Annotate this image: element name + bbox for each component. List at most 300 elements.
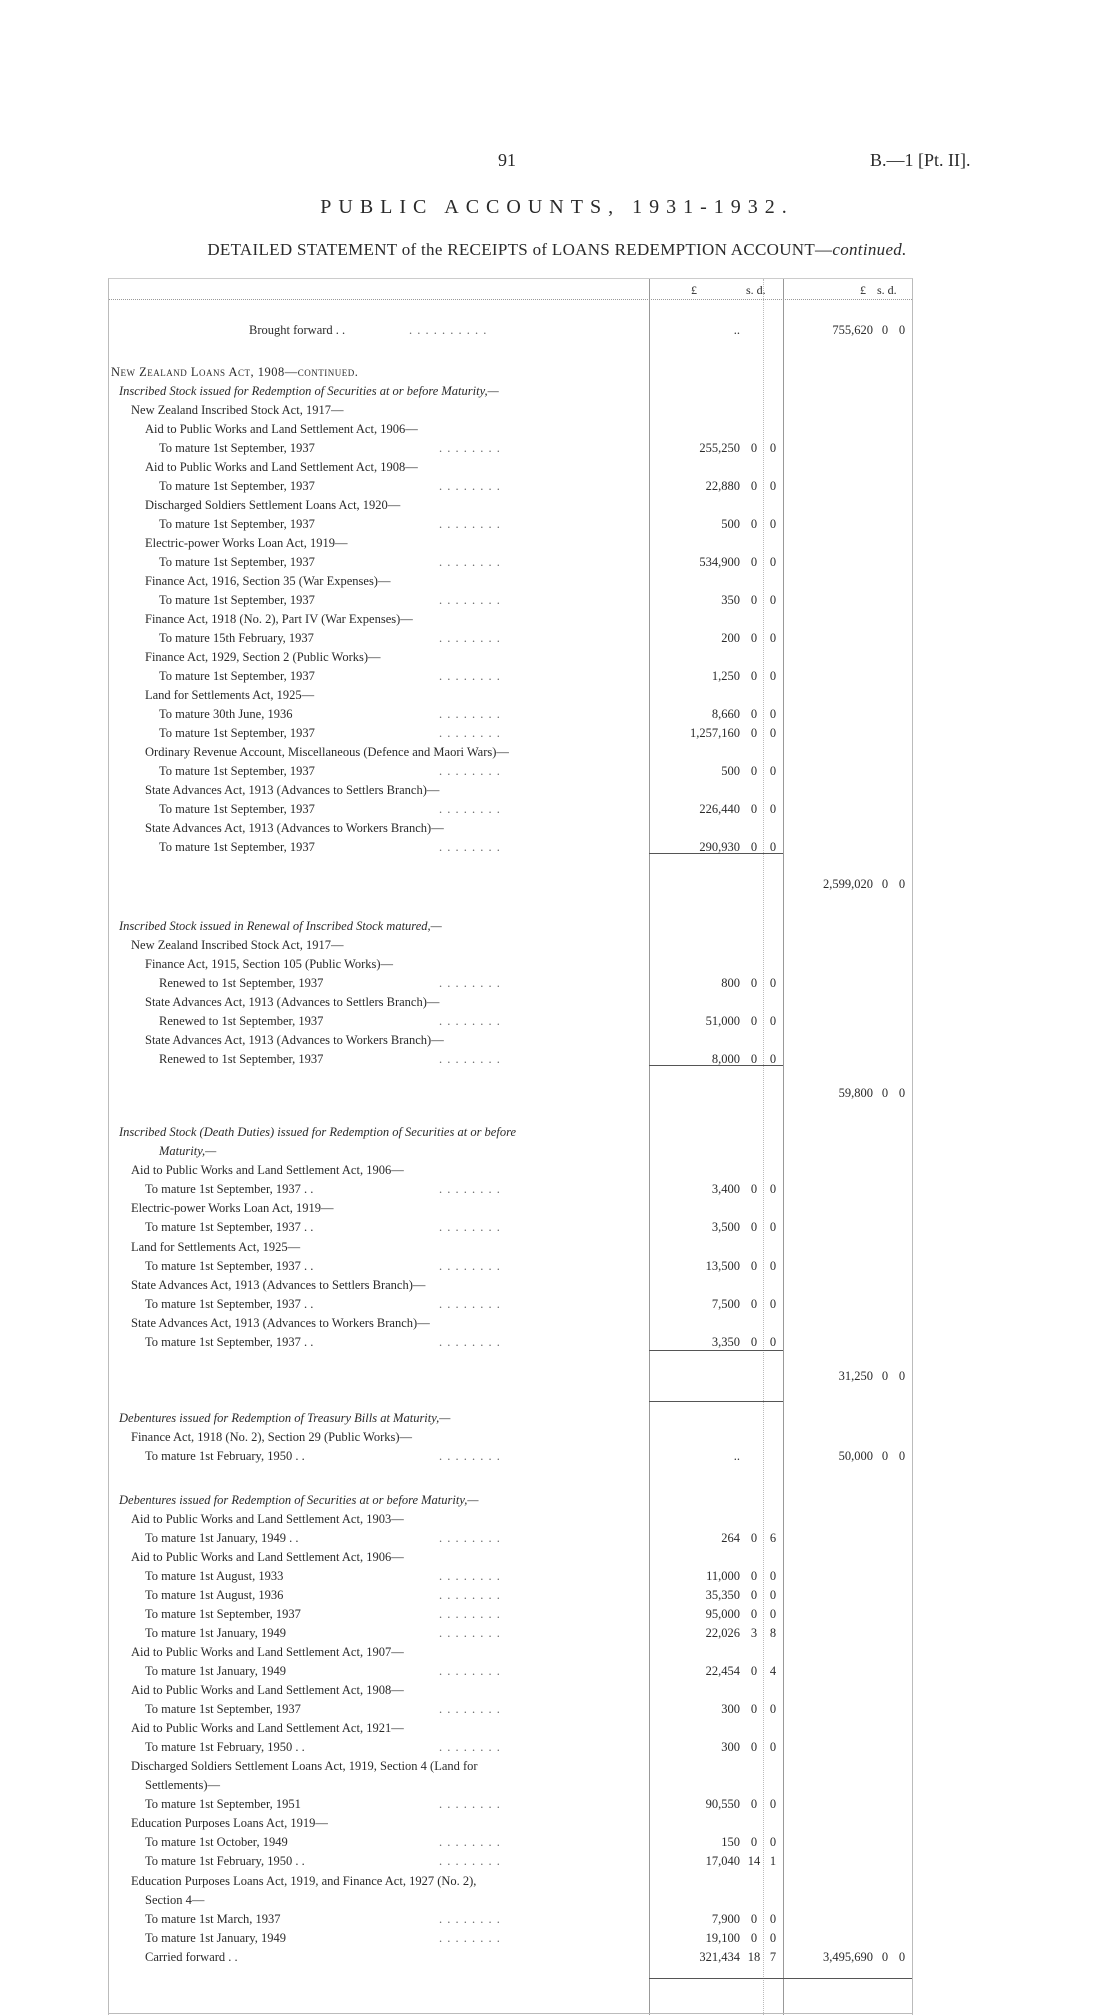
item-shillings: 0: [750, 669, 758, 683]
total-shillings: 0: [881, 1950, 889, 1964]
subtotal-rule: [649, 1065, 783, 1066]
leader-dots: . . . . . . . .: [439, 764, 501, 778]
item-pounds: ..: [733, 1449, 740, 1463]
ledger-row: [109, 1430, 912, 1445]
item-pence: 8: [769, 1626, 777, 1640]
item-pounds: 150: [721, 1835, 740, 1849]
item-pence: 0: [769, 1052, 777, 1066]
total-pence: 0: [898, 1950, 906, 1964]
ledger-row: [109, 1569, 912, 1584]
row-description: To mature 1st February, 1950 . .: [145, 1740, 305, 1754]
row-description: Education Purposes Loans Act, 1919, and Finance Act, 1927 (No. 2),: [131, 1874, 477, 1888]
row-description: To mature 1st August, 1936: [145, 1588, 284, 1602]
item-shillings: 0: [750, 1607, 758, 1621]
row-description: To mature 30th June, 1936: [159, 707, 293, 721]
item-shillings: 0: [750, 1014, 758, 1028]
item-pounds: 35,350: [705, 1588, 740, 1602]
leader-dots: . . . . . . . .: [439, 669, 501, 683]
leader-dots: . . . . . . . .: [439, 555, 501, 569]
row-description: Aid to Public Works and Land Settlement Act, 1921—: [131, 1721, 404, 1735]
ledger-row: [109, 479, 912, 494]
ledger-row: [109, 1816, 912, 1831]
row-description: State Advances Act, 1913 (Advances to Workers Branch)—: [131, 1316, 430, 1330]
item-shillings: 0: [750, 479, 758, 493]
total-pence: 0: [898, 323, 906, 337]
item-pounds: 1,250: [711, 669, 740, 683]
ledger-row: [109, 441, 912, 456]
total-pounds: 31,250: [838, 1369, 873, 1383]
ledger-row: [109, 938, 912, 953]
ledger-row: [109, 631, 912, 646]
ledger-row: [109, 1512, 912, 1527]
ledger-row: [109, 1033, 912, 1048]
item-shillings: 0: [750, 1912, 758, 1926]
total-pence: 0: [898, 1086, 906, 1100]
row-description: Discharged Soldiers Settlement Loans Act, 1920—: [145, 498, 401, 512]
ledger-row: [109, 1201, 912, 1216]
ledger-row: [109, 1683, 912, 1698]
row-description: Maturity,—: [159, 1144, 217, 1158]
item-pence: 4: [769, 1664, 777, 1678]
row-description: To mature 1st September, 1937: [159, 840, 315, 854]
item-pounds: 7,500: [711, 1297, 740, 1311]
item-shillings: 0: [750, 1052, 758, 1066]
row-description: Aid to Public Works and Land Settlement Act, 1906—: [131, 1550, 404, 1564]
total-shillings: 0: [881, 323, 889, 337]
row-description: Inscribed Stock issued for Redemption of Securities at or before Maturity,—: [119, 384, 499, 398]
item-pence: 0: [769, 802, 777, 816]
item-pounds: 17,040: [705, 1854, 740, 1868]
item-pence: 0: [769, 555, 777, 569]
leader-dots: . . . . . . . .: [439, 1740, 501, 1754]
item-pence: 0: [769, 441, 777, 455]
ledger-row: [109, 1931, 912, 1946]
item-pence: 0: [769, 1797, 777, 1811]
item-pence: 0: [769, 1259, 777, 1273]
leader-dots: . . . . . . . .: [439, 517, 501, 531]
leader-dots: . . . . . . . .: [439, 1182, 501, 1196]
row-description: To mature 1st January, 1949 . .: [145, 1531, 299, 1545]
ledger-row: [109, 1645, 912, 1660]
leader-dots: . . . . . . . .: [439, 1854, 501, 1868]
leader-dots: . . . . . . . .: [439, 1931, 501, 1945]
row-description: To mature 1st September, 1937: [159, 517, 315, 531]
row-description: Aid to Public Works and Land Settlement Act, 1906—: [145, 422, 418, 436]
ledger-bottom-rule: [109, 2013, 912, 2014]
total-pounds: 755,620: [832, 323, 873, 337]
ledger-row: [109, 995, 912, 1010]
col1-pounds-header: £: [691, 283, 697, 297]
item-pence: 0: [769, 593, 777, 607]
leader-dots: . . . . . . . .: [439, 1797, 501, 1811]
row-description: To mature 1st October, 1949: [145, 1835, 288, 1849]
leader-dots: . . . . . . . .: [439, 593, 501, 607]
ledger-row: [109, 1240, 912, 1255]
row-description: Inscribed Stock (Death Duties) issued for Redemption of Securities at or before: [119, 1125, 517, 1139]
row-description: To mature 1st January, 1949: [145, 1664, 286, 1678]
row-description: To mature 1st February, 1950 . .: [145, 1854, 305, 1868]
row-description: Renewed to 1st September, 1937: [159, 976, 324, 990]
item-shillings: 0: [750, 631, 758, 645]
total-pounds: 50,000: [838, 1449, 873, 1463]
item-pence: 0: [769, 479, 777, 493]
ledger-row: [109, 707, 912, 722]
leader-dots: . . . . . . . .: [439, 1588, 501, 1602]
leader-dots: . . . . . . . .: [439, 1052, 501, 1066]
row-description: Electric-power Works Loan Act, 1919—: [145, 536, 348, 550]
ledger-row: [109, 384, 912, 399]
row-description: Inscribed Stock issued in Renewal of Inscribed Stock matured,—: [119, 919, 442, 933]
ledger-row: [109, 1778, 912, 1793]
item-pounds: 534,900: [699, 555, 740, 569]
ledger-row: [109, 1550, 912, 1565]
row-description: Finance Act, 1929, Section 2 (Public Works)—: [145, 650, 381, 664]
ledger-row: [109, 688, 912, 703]
ledger-row: [109, 1369, 912, 1384]
ledger-row: [109, 1493, 912, 1508]
row-description: Aid to Public Works and Land Settlement Act, 1908—: [145, 460, 418, 474]
row-description: Aid to Public Works and Land Settlement Act, 1907—: [131, 1645, 404, 1659]
item-pence: 0: [769, 1182, 777, 1196]
leader-dots: . . . . . . . .: [439, 1297, 501, 1311]
row-description: Debentures issued for Redemption of Securities at or before Maturity,—: [119, 1493, 479, 1507]
row-description: To mature 1st March, 1937: [145, 1912, 281, 1926]
header-rule: [109, 299, 912, 300]
ledger-row: [109, 1740, 912, 1755]
row-description: To mature 1st September, 1937: [159, 726, 315, 740]
leader-dots: . . . . . . . .: [439, 1569, 501, 1583]
item-shillings: 0: [750, 1297, 758, 1311]
ledger-row: [109, 422, 912, 437]
item-pounds: 3,350: [711, 1335, 740, 1349]
leader-dots: . . . . . . . .: [439, 1014, 501, 1028]
item-pence: 0: [769, 1588, 777, 1602]
item-shillings: 3: [750, 1626, 758, 1640]
row-description: Finance Act, 1918 (No. 2), Section 29 (Public Works)—: [131, 1430, 413, 1444]
leader-dots: . . . . . . . .: [439, 1912, 501, 1926]
ledger-row: [109, 1759, 912, 1774]
item-pounds: 200: [721, 631, 740, 645]
row-description: To mature 1st September, 1937: [145, 1607, 301, 1621]
row-description: State Advances Act, 1913 (Advances to Settlers Branch)—: [131, 1278, 426, 1292]
ledger-row: [109, 1950, 912, 1965]
item-pounds: 11,000: [706, 1569, 740, 1583]
item-shillings: 0: [750, 840, 758, 854]
item-shillings: 0: [750, 1740, 758, 1754]
row-description: To mature 1st January, 1949: [145, 1626, 286, 1640]
total-shillings: 0: [881, 1449, 889, 1463]
ledger-row: [109, 460, 912, 475]
row-description: State Advances Act, 1913 (Advances to Workers Branch)—: [145, 1033, 444, 1047]
item-pounds: 226,440: [699, 802, 740, 816]
item-shillings: 0: [750, 1259, 758, 1273]
row-description: To mature 1st September, 1937: [159, 593, 315, 607]
item-pounds: 22,026: [705, 1626, 740, 1640]
row-description: To mature 1st September, 1937 . .: [145, 1182, 314, 1196]
ledger-row: [109, 1797, 912, 1812]
row-description: To mature 1st February, 1950 . .: [145, 1449, 305, 1463]
total-pence: 0: [898, 1369, 906, 1383]
item-pounds: 90,550: [705, 1797, 740, 1811]
item-shillings: 0: [750, 1588, 758, 1602]
item-pence: 0: [769, 726, 777, 740]
row-description: New Zealand Loans Act, 1908—continued.: [111, 365, 359, 379]
item-shillings: 0: [750, 517, 758, 531]
subtotal-rule: [649, 853, 783, 854]
item-pence: 1: [769, 1854, 777, 1868]
ledger-row: [109, 1912, 912, 1927]
item-shillings: 0: [750, 1797, 758, 1811]
subtotal-rule: [649, 1350, 783, 1351]
item-shillings: 0: [750, 441, 758, 455]
leader-dots: . . . . . . . .: [439, 707, 501, 721]
item-pounds: 3,500: [711, 1220, 740, 1234]
ledger-row: [109, 536, 912, 551]
item-pence: 0: [769, 976, 777, 990]
item-pence: 0: [769, 1220, 777, 1234]
row-description: State Advances Act, 1913 (Advances to Workers Branch)—: [145, 821, 444, 835]
row-description: Settlements)—: [145, 1778, 220, 1792]
leader-dots: . . . . . . . .: [439, 1664, 501, 1678]
item-pounds: 7,900: [711, 1912, 740, 1926]
subtitle-main: DETAILED STATEMENT of the RECEIPTS of LOANS REDEMPTION ACCOUNT—: [207, 240, 833, 259]
row-description: New Zealand Inscribed Stock Act, 1917—: [131, 938, 344, 952]
item-pounds: 321,434: [699, 1950, 740, 1964]
row-description: Electric-power Works Loan Act, 1919—: [131, 1201, 334, 1215]
item-pounds: ..: [733, 323, 740, 337]
ledger-row: [109, 1531, 912, 1546]
item-pounds: 300: [721, 1702, 740, 1716]
leader-dots: . . . . . . . .: [439, 441, 501, 455]
row-description: Finance Act, 1916, Section 35 (War Expenses)—: [145, 574, 391, 588]
item-pounds: 300: [721, 1740, 740, 1754]
item-pence: 0: [769, 517, 777, 531]
row-description: Finance Act, 1915, Section 105 (Public Works)—: [145, 957, 394, 971]
ledger-row: [109, 1259, 912, 1274]
ledger-row: [109, 498, 912, 513]
total-pence: 0: [898, 1449, 906, 1463]
row-description: To mature 1st September, 1937: [159, 479, 315, 493]
ledger-row: [109, 1835, 912, 1850]
ledger-row: [109, 323, 912, 338]
row-description: Aid to Public Works and Land Settlement Act, 1908—: [131, 1683, 404, 1697]
row-description: To mature 1st August, 1933: [145, 1569, 284, 1583]
col2-pounds-header: £: [860, 283, 866, 297]
subtitle-continued: continued.: [832, 240, 907, 259]
ledger-row: [109, 976, 912, 991]
total-pounds: 3,495,690: [823, 1950, 873, 1964]
item-pence: 0: [769, 1931, 777, 1945]
item-pounds: 19,100: [705, 1931, 740, 1945]
ledger-row: [109, 919, 912, 934]
ledger-row: [109, 555, 912, 570]
item-pence: 0: [769, 1740, 777, 1754]
row-description: Land for Settlements Act, 1925—: [131, 1240, 301, 1254]
ledger-row: [109, 957, 912, 972]
ledger-row: [109, 669, 912, 684]
leader-dots: . . . . . . . .: [439, 1220, 501, 1234]
row-description: Debentures issued for Redemption of Treasury Bills at Maturity,—: [119, 1411, 451, 1425]
row-description: To mature 1st September, 1937: [159, 555, 315, 569]
leader-dots: . . . . . . . .: [439, 631, 501, 645]
ledger-row: [109, 593, 912, 608]
ledger-row: [109, 1411, 912, 1426]
row-description: To mature 1st September, 1937 . .: [145, 1335, 314, 1349]
leader-dots: . . . . . . . .: [439, 1531, 501, 1545]
item-pounds: 51,000: [705, 1014, 740, 1028]
ledger-row: [109, 574, 912, 589]
leader-dots: . . . . . . . .: [439, 1626, 501, 1640]
item-shillings: 0: [750, 1664, 758, 1678]
row-description: Carried forward . .: [145, 1950, 238, 1964]
col2-sd-header: s. d.: [877, 283, 897, 297]
ledger-row: [109, 1163, 912, 1178]
total-pence: 0: [898, 877, 906, 891]
item-pence: 0: [769, 631, 777, 645]
item-shillings: 0: [750, 1335, 758, 1349]
ledger-row: [109, 821, 912, 836]
item-shillings: 0: [750, 976, 758, 990]
row-description: Renewed to 1st September, 1937: [159, 1014, 324, 1028]
ledger-row: [109, 1297, 912, 1312]
total-pounds: 2,599,020: [823, 877, 873, 891]
ledger-row: [109, 764, 912, 779]
subtotal-rule: [649, 1978, 912, 1979]
ledger-row: [109, 1664, 912, 1679]
row-description: To mature 1st September, 1937 . .: [145, 1220, 314, 1234]
leader-dots: . . . . . . . .: [439, 479, 501, 493]
item-shillings: 0: [750, 1531, 758, 1545]
item-shillings: 0: [750, 707, 758, 721]
item-pounds: 13,500: [705, 1259, 740, 1273]
row-description: State Advances Act, 1913 (Advances to Settlers Branch)—: [145, 783, 440, 797]
item-pounds: 500: [721, 764, 740, 778]
item-pence: 0: [769, 669, 777, 683]
item-pounds: 3,400: [711, 1182, 740, 1196]
row-description: To mature 1st September, 1937 . .: [145, 1259, 314, 1273]
page-number: 91: [498, 150, 516, 170]
leader-dots: . . . . . . . .: [439, 802, 501, 816]
leader-dots: . . . . . . . .: [439, 1702, 501, 1716]
item-pence: 0: [769, 1607, 777, 1621]
document-reference: B.—1 [Pt. II].: [870, 150, 971, 170]
ledger-row: [109, 650, 912, 665]
item-pence: 0: [769, 1912, 777, 1926]
item-pounds: 22,880: [705, 479, 740, 493]
item-pence: 0: [769, 1297, 777, 1311]
row-description: Ordinary Revenue Account, Miscellaneous (Defence and Maori Wars)—: [145, 745, 509, 759]
item-shillings: 0: [750, 1931, 758, 1945]
ledger-row: [109, 1086, 912, 1101]
item-shillings: 0: [750, 726, 758, 740]
row-description: To mature 15th February, 1937: [159, 631, 314, 645]
total-shillings: 0: [881, 1369, 889, 1383]
item-pence: 0: [769, 1702, 777, 1716]
item-shillings: 0: [750, 1835, 758, 1849]
item-pounds: 8,660: [711, 707, 740, 721]
ledger-row: [109, 1607, 912, 1622]
ledger-row: [109, 840, 912, 855]
item-pence: 7: [769, 1950, 777, 1964]
row-description: New Zealand Inscribed Stock Act, 1917—: [131, 403, 344, 417]
row-description: To mature 1st September, 1937 . .: [145, 1297, 314, 1311]
item-shillings: 0: [750, 1702, 758, 1716]
ledger-row: [109, 1854, 912, 1869]
item-shillings: 0: [750, 555, 758, 569]
row-description: Renewed to 1st September, 1937: [159, 1052, 324, 1066]
item-pounds: 290,930: [699, 840, 740, 854]
row-description: To mature 1st September, 1951: [145, 1797, 301, 1811]
ledger-row: [109, 1335, 912, 1350]
row-description: State Advances Act, 1913 (Advances to Settlers Branch)—: [145, 995, 440, 1009]
ledger-table: [108, 278, 913, 2015]
ledger-row: [109, 1721, 912, 1736]
item-pence: 0: [769, 1569, 777, 1583]
row-description: Finance Act, 1918 (No. 2), Part IV (War Expenses)—: [145, 612, 413, 626]
item-pence: 0: [769, 1335, 777, 1349]
item-shillings: 0: [750, 1220, 758, 1234]
ledger-row: [109, 1052, 912, 1067]
page-title: PUBLIC ACCOUNTS, 1931-1932.: [320, 196, 794, 218]
row-description: To mature 1st January, 1949: [145, 1931, 286, 1945]
item-pounds: 500: [721, 517, 740, 531]
item-shillings: 0: [750, 802, 758, 816]
row-description: To mature 1st September, 1937: [159, 669, 315, 683]
ledger-row: [109, 612, 912, 627]
total-shillings: 0: [881, 877, 889, 891]
ledger-row: [109, 1449, 912, 1464]
ledger-row: [109, 1182, 912, 1197]
row-description: Land for Settlements Act, 1925—: [145, 688, 315, 702]
item-shillings: 14: [747, 1854, 761, 1868]
ledger-row: [109, 726, 912, 741]
ledger-row: [109, 877, 912, 892]
item-pence: 0: [769, 1835, 777, 1849]
item-pounds: 255,250: [699, 441, 740, 455]
statement-subtitle: [0, 240, 1114, 260]
leader-dots: . . . . . . . .: [439, 726, 501, 740]
item-pounds: 22,454: [705, 1664, 740, 1678]
row-description: To mature 1st September, 1937: [159, 764, 315, 778]
leader-dots: . . . . . . . .: [439, 1449, 501, 1463]
item-pounds: 350: [721, 593, 740, 607]
ledger-row: [109, 783, 912, 798]
subtotal-rule: [649, 1401, 783, 1402]
ledger-row: [109, 802, 912, 817]
ledger-row: [109, 1893, 912, 1908]
row-description: Education Purposes Loans Act, 1919—: [131, 1816, 328, 1830]
item-pounds: 264: [721, 1531, 740, 1545]
ledger-row: [109, 1278, 912, 1293]
item-pence: 0: [769, 1014, 777, 1028]
ledger-row: [109, 517, 912, 532]
item-pounds: 95,000: [705, 1607, 740, 1621]
item-pence: 0: [769, 840, 777, 854]
ledger-row: [109, 1220, 912, 1235]
item-pounds: 1,257,160: [690, 726, 740, 740]
row-description: Aid to Public Works and Land Settlement Act, 1903—: [131, 1512, 404, 1526]
ledger-row: [109, 1702, 912, 1717]
item-shillings: 0: [750, 593, 758, 607]
ledger-row: [109, 1014, 912, 1029]
col1-sd-header: s. d.: [746, 283, 766, 297]
total-shillings: 0: [881, 1086, 889, 1100]
leader-dots: . . . . . . . .: [439, 1335, 501, 1349]
ledger-row: [109, 403, 912, 418]
item-pounds: 800: [721, 976, 740, 990]
row-description: To mature 1st September, 1937: [159, 441, 315, 455]
ledger-row: [109, 1316, 912, 1331]
